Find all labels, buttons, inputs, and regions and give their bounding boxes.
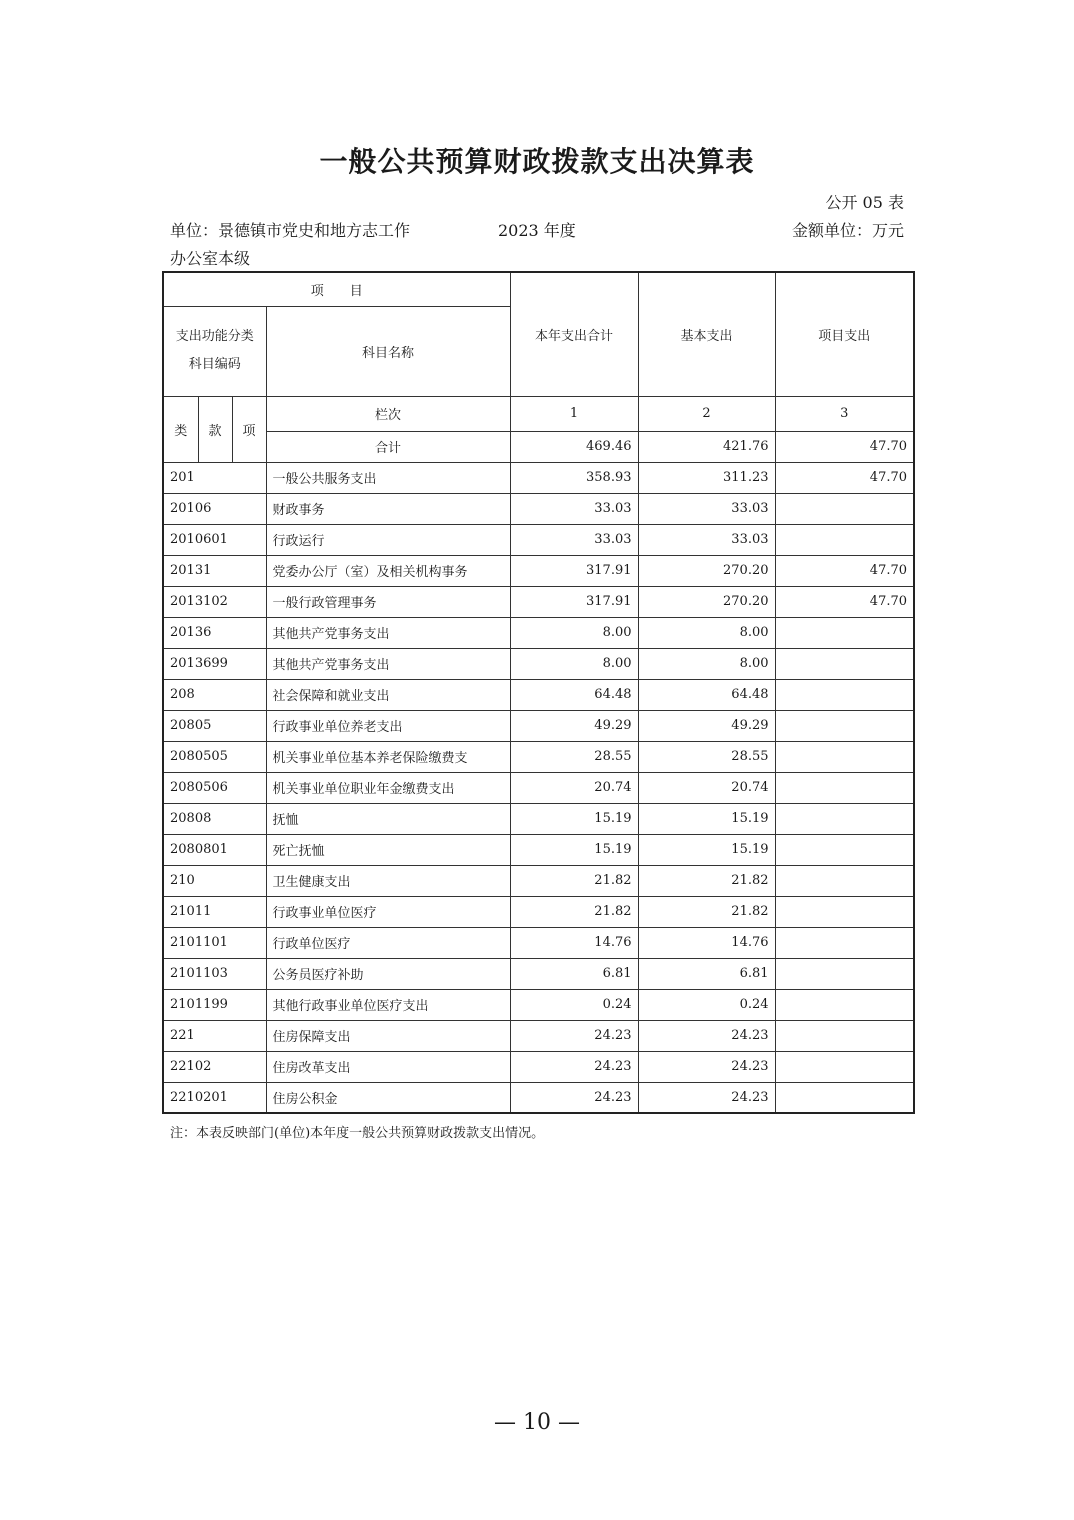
header-xiang: 项 xyxy=(232,396,266,462)
table-row xyxy=(163,586,914,617)
row-total: 33.03 xyxy=(510,493,638,524)
row-code: 208 xyxy=(163,679,266,710)
row-basic: 15.19 xyxy=(638,834,775,865)
table-row xyxy=(163,741,914,772)
row-name: 死亡抚恤 xyxy=(266,834,510,865)
table-row xyxy=(163,803,914,834)
row-name: 其他行政事业单位医疗支出 xyxy=(266,989,510,1020)
table-note: 注：本表反映部门(单位)本年度一般公共预算财政拨款支出情况。 xyxy=(170,1126,545,1141)
row-code: 2101199 xyxy=(163,989,266,1020)
row-name: 社会保障和就业支出 xyxy=(266,679,510,710)
row-code: 2210201 xyxy=(163,1082,266,1113)
row-name: 党委办公厅（室）及相关机构事务 xyxy=(266,555,510,586)
row-name: 卫生健康支出 xyxy=(266,865,510,896)
row-basic: 8.00 xyxy=(638,617,775,648)
row-project xyxy=(775,865,914,896)
row-code: 21011 xyxy=(163,896,266,927)
table-row xyxy=(163,772,914,803)
row-code: 2080801 xyxy=(163,834,266,865)
row-project xyxy=(775,679,914,710)
row-name: 行政事业单位医疗 xyxy=(266,896,510,927)
row-code: 2101101 xyxy=(163,927,266,958)
row-total: 8.00 xyxy=(510,617,638,648)
header-col-num-1: 1 xyxy=(510,396,638,431)
row-basic: 24.23 xyxy=(638,1020,775,1051)
row-basic: 6.81 xyxy=(638,958,775,989)
row-project xyxy=(775,772,914,803)
row-code: 20136 xyxy=(163,617,266,648)
row-name: 一般公共服务支出 xyxy=(266,462,510,493)
row-basic: 64.48 xyxy=(638,679,775,710)
table-row xyxy=(163,524,914,555)
row-project xyxy=(775,803,914,834)
header-lanci: 栏次 xyxy=(266,396,510,431)
table-row xyxy=(163,493,914,524)
table-row xyxy=(163,1020,914,1051)
table-row xyxy=(163,896,914,927)
row-code: 201 xyxy=(163,462,266,493)
table-row xyxy=(163,462,914,493)
row-name: 一般行政管理事务 xyxy=(266,586,510,617)
row-total: 24.23 xyxy=(510,1020,638,1051)
header-lei: 类 xyxy=(163,396,198,462)
total-label: 合计 xyxy=(266,431,510,462)
header-col-total: 本年支出合计 xyxy=(510,272,638,396)
row-name: 行政事业单位养老支出 xyxy=(266,710,510,741)
table-row xyxy=(163,1082,914,1113)
row-basic: 33.03 xyxy=(638,524,775,555)
table-row xyxy=(163,834,914,865)
row-project xyxy=(775,524,914,555)
row-project xyxy=(775,493,914,524)
row-name: 住房保障支出 xyxy=(266,1020,510,1051)
header-name-label: 科目名称 xyxy=(266,306,510,396)
row-total: 33.03 xyxy=(510,524,638,555)
page-number: — 10 — xyxy=(494,1410,580,1435)
row-project xyxy=(775,1051,914,1082)
row-project xyxy=(775,648,914,679)
table-row xyxy=(163,710,914,741)
row-name: 其他共产党事务支出 xyxy=(266,648,510,679)
row-total: 8.00 xyxy=(510,648,638,679)
header-item: 项 目 xyxy=(163,272,510,306)
row-basic: 0.24 xyxy=(638,989,775,1020)
row-project xyxy=(775,896,914,927)
row-total: 0.24 xyxy=(510,989,638,1020)
row-project xyxy=(775,1082,914,1113)
row-total: 24.23 xyxy=(510,1082,638,1113)
form-number: 公开 05 表 xyxy=(825,193,904,212)
row-code: 2013102 xyxy=(163,586,266,617)
unit-name: 单位：景德镇市党史和地方志工作 xyxy=(170,221,411,240)
row-basic: 270.20 xyxy=(638,586,775,617)
header-code-label-line1: 支出功能分类 xyxy=(175,329,254,344)
row-name: 抚恤 xyxy=(266,803,510,834)
row-name: 行政运行 xyxy=(266,524,510,555)
row-basic: 33.03 xyxy=(638,493,775,524)
row-code: 20131 xyxy=(163,555,266,586)
row-code: 20808 xyxy=(163,803,266,834)
row-basic: 14.76 xyxy=(638,927,775,958)
row-total: 21.82 xyxy=(510,865,638,896)
row-name: 公务员医疗补助 xyxy=(266,958,510,989)
row-name: 行政单位医疗 xyxy=(266,927,510,958)
row-total: 28.55 xyxy=(510,741,638,772)
row-code: 210 xyxy=(163,865,266,896)
row-project xyxy=(775,834,914,865)
row-total: 14.76 xyxy=(510,927,638,958)
row-project xyxy=(775,958,914,989)
table-row xyxy=(163,617,914,648)
row-basic: 270.20 xyxy=(638,555,775,586)
header-col-project: 项目支出 xyxy=(775,272,914,396)
row-project xyxy=(775,710,914,741)
row-name: 其他共产党事务支出 xyxy=(266,617,510,648)
header-kuan: 款 xyxy=(198,396,232,462)
row-basic: 49.29 xyxy=(638,710,775,741)
row-project: 47.70 xyxy=(775,586,914,617)
table-row xyxy=(163,958,914,989)
row-total: 24.23 xyxy=(510,1051,638,1082)
row-basic: 28.55 xyxy=(638,741,775,772)
header-col-num-3: 3 xyxy=(775,396,914,431)
table-row xyxy=(163,1051,914,1082)
total-amount: 469.46 xyxy=(510,431,638,462)
row-total: 15.19 xyxy=(510,834,638,865)
row-code: 2013699 xyxy=(163,648,266,679)
table-row xyxy=(163,989,914,1020)
row-total: 15.19 xyxy=(510,803,638,834)
row-project xyxy=(775,741,914,772)
row-basic: 21.82 xyxy=(638,865,775,896)
row-project xyxy=(775,617,914,648)
row-project xyxy=(775,1020,914,1051)
row-basic: 24.23 xyxy=(638,1082,775,1113)
row-code: 221 xyxy=(163,1020,266,1051)
row-name: 住房改革支出 xyxy=(266,1051,510,1082)
header-code-label xyxy=(163,306,266,396)
row-total: 317.91 xyxy=(510,555,638,586)
row-total: 358.93 xyxy=(510,462,638,493)
money-unit: 金额单位：万元 xyxy=(791,221,904,240)
row-code: 22102 xyxy=(163,1051,266,1082)
row-basic: 15.19 xyxy=(638,803,775,834)
expenditure-table xyxy=(162,271,915,1114)
row-total: 21.82 xyxy=(510,896,638,927)
row-name: 财政事务 xyxy=(266,493,510,524)
unit-name-continued: 办公室本级 xyxy=(170,249,251,268)
row-basic: 21.82 xyxy=(638,896,775,927)
table-row xyxy=(163,648,914,679)
row-code: 2080506 xyxy=(163,772,266,803)
header-code-label-line2: 科目编码 xyxy=(188,357,241,372)
row-code: 2101103 xyxy=(163,958,266,989)
row-basic: 311.23 xyxy=(638,462,775,493)
page-title: 一般公共预算财政拨款支出决算表 xyxy=(319,145,755,178)
header-col-basic: 基本支出 xyxy=(638,272,775,396)
table-row xyxy=(163,865,914,896)
row-total: 317.91 xyxy=(510,586,638,617)
row-total: 49.29 xyxy=(510,710,638,741)
row-code: 20106 xyxy=(163,493,266,524)
row-name: 机关事业单位基本养老保险缴费支 xyxy=(266,741,510,772)
row-project xyxy=(775,927,914,958)
header-col-num-2: 2 xyxy=(638,396,775,431)
fiscal-year: 2023 年度 xyxy=(498,221,576,240)
row-code: 2010601 xyxy=(163,524,266,555)
row-project: 47.70 xyxy=(775,555,914,586)
row-name: 机关事业单位职业年金缴费支出 xyxy=(266,772,510,803)
row-basic: 24.23 xyxy=(638,1051,775,1082)
row-project: 47.70 xyxy=(775,462,914,493)
table-row xyxy=(163,927,914,958)
row-basic: 20.74 xyxy=(638,772,775,803)
row-basic: 8.00 xyxy=(638,648,775,679)
row-project xyxy=(775,989,914,1020)
row-total: 6.81 xyxy=(510,958,638,989)
row-total: 64.48 xyxy=(510,679,638,710)
total-project: 47.70 xyxy=(775,431,914,462)
row-total: 20.74 xyxy=(510,772,638,803)
total-basic: 421.76 xyxy=(638,431,775,462)
row-code: 20805 xyxy=(163,710,266,741)
table-row xyxy=(163,679,914,710)
table-row xyxy=(163,555,914,586)
row-code: 2080505 xyxy=(163,741,266,772)
row-name: 住房公积金 xyxy=(266,1082,510,1113)
